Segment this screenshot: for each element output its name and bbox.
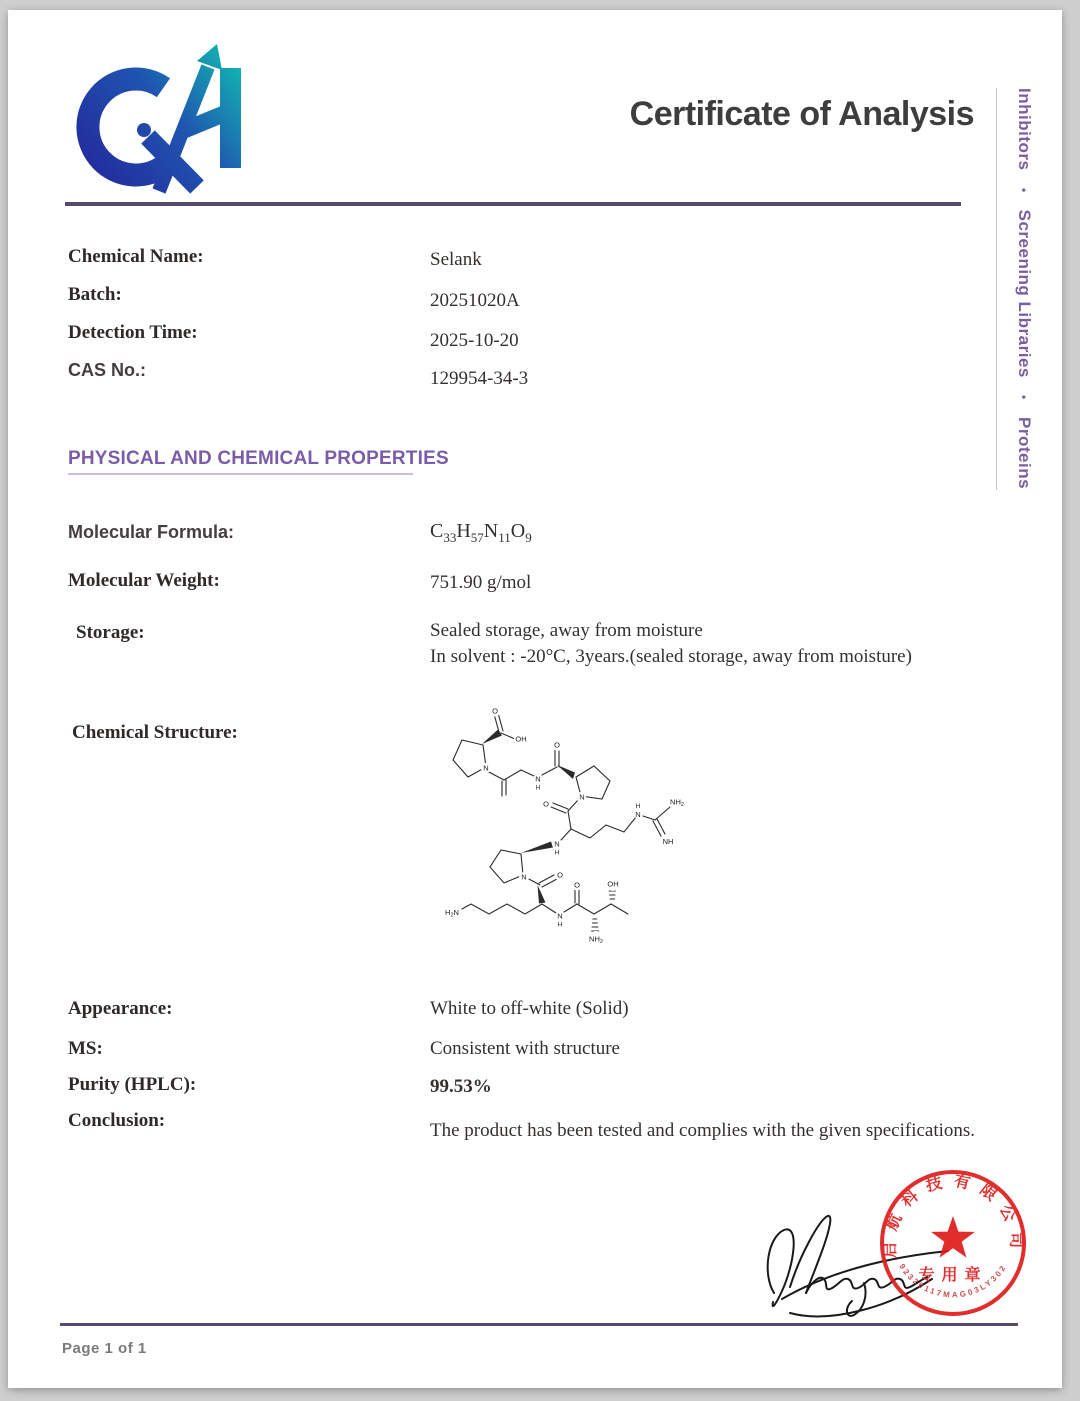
svg-text:N: N — [535, 774, 541, 784]
svg-text:O: O — [492, 706, 498, 716]
svg-text:NH2: $NH_2$ — [589, 934, 603, 946]
molecular-weight-label: Molecular Weight: — [68, 570, 220, 591]
svg-text:N: N — [579, 792, 585, 802]
page-title: Certificate of Analysis — [629, 95, 974, 133]
storage-value — [430, 618, 912, 670]
appearance-value: White to off-white (Solid) — [430, 998, 629, 1019]
sidebar-item-proteins: Proteins — [1015, 417, 1034, 490]
sidebar-divider — [996, 88, 997, 490]
svg-text:N: N — [554, 839, 560, 849]
detection-time-value: 2025-10-20 — [430, 330, 519, 351]
svg-text:H2N: $H_2N$ — [445, 908, 459, 919]
ms-label: MS: — [68, 1038, 103, 1059]
company-logo-qh — [75, 40, 245, 200]
detection-time-label: Detection Time: — [68, 322, 198, 343]
svg-text:O: O — [554, 740, 560, 750]
appearance-label: Appearance: — [68, 998, 173, 1019]
svg-text:N: N — [521, 872, 527, 882]
chemical-name-label: Chemical Name: — [68, 246, 204, 267]
bullet-separator: • — [1017, 395, 1031, 400]
storage-label: Storage: — [76, 622, 145, 643]
svg-text:O: O — [543, 799, 549, 809]
svg-text:OH: OH — [515, 734, 527, 744]
company-seal-stamp — [873, 1163, 1033, 1323]
svg-text:N: N — [483, 763, 489, 773]
molecular-weight-value: 751.90 g/mol — [430, 572, 532, 593]
cas-no-label: CAS No.: — [68, 360, 146, 380]
certificate-page — [8, 10, 1062, 1388]
page-number: Page 1 of 1 — [62, 1340, 147, 1357]
storage-line-1: Sealed storage, away from moisture — [430, 620, 703, 641]
section-title-physical-chemical: PHYSICAL AND CHEMICAL PROPERTIES — [68, 448, 449, 469]
chemical-name-value: Selank — [430, 249, 482, 270]
header-divider — [65, 202, 961, 206]
molecular-formula-label: Molecular Formula: — [68, 522, 235, 542]
svg-text:H: H — [535, 784, 541, 792]
svg-text:H: H — [557, 921, 563, 929]
ms-value: Consistent with structure — [430, 1038, 620, 1059]
svg-text:NH: NH — [662, 837, 674, 846]
svg-text:O: O — [574, 880, 580, 890]
svg-text:N: N — [557, 911, 563, 921]
svg-text:N: N — [635, 810, 641, 819]
cas-no-value: 129954-34-3 — [430, 368, 529, 389]
bullet-separator: • — [1017, 187, 1031, 193]
conclusion-label: Conclusion: — [68, 1110, 166, 1131]
batch-value: 20251020A — [430, 290, 520, 311]
stamp-registration-code: 92320117MAG03LY302 — [897, 1262, 1009, 1300]
section-underline — [68, 473, 413, 475]
purity-label: Purity (HPLC): — [68, 1074, 197, 1095]
svg-text:OH: OH — [607, 879, 619, 889]
svg-text:O: O — [557, 870, 563, 880]
footer-divider — [60, 1323, 1018, 1326]
stamp-seal-type: 专用章 — [918, 1265, 988, 1284]
molecular-formula-value: $C_{33}H_{57}N_{11}O_9$ — [430, 520, 532, 545]
conclusion-value: The product has been tested and complies with the given specifications. — [430, 1120, 976, 1141]
sidebar-item-screening-libraries: Screening Libraries — [1015, 209, 1034, 378]
stamp-star-icon — [931, 1216, 975, 1258]
sidebar-item-inhibitors: Inhibitors — [1015, 88, 1034, 171]
svg-text:H: H — [635, 803, 641, 810]
sidebar-categories — [1002, 88, 1034, 494]
svg-text:NH2: $NH_2$ — [670, 797, 684, 809]
stamp-company-name: 启航科技有限公司 — [879, 1170, 1027, 1259]
svg-text:H: H — [554, 849, 560, 857]
chemical-structure-image — [425, 692, 745, 954]
purity-value: 99.53% — [430, 1076, 492, 1097]
storage-line-2: In solvent : -20°C, 3years.(sealed storage, away from moisture) — [430, 646, 912, 667]
batch-label: Batch: — [68, 284, 122, 305]
chemical-structure-label: Chemical Structure: — [72, 722, 238, 743]
